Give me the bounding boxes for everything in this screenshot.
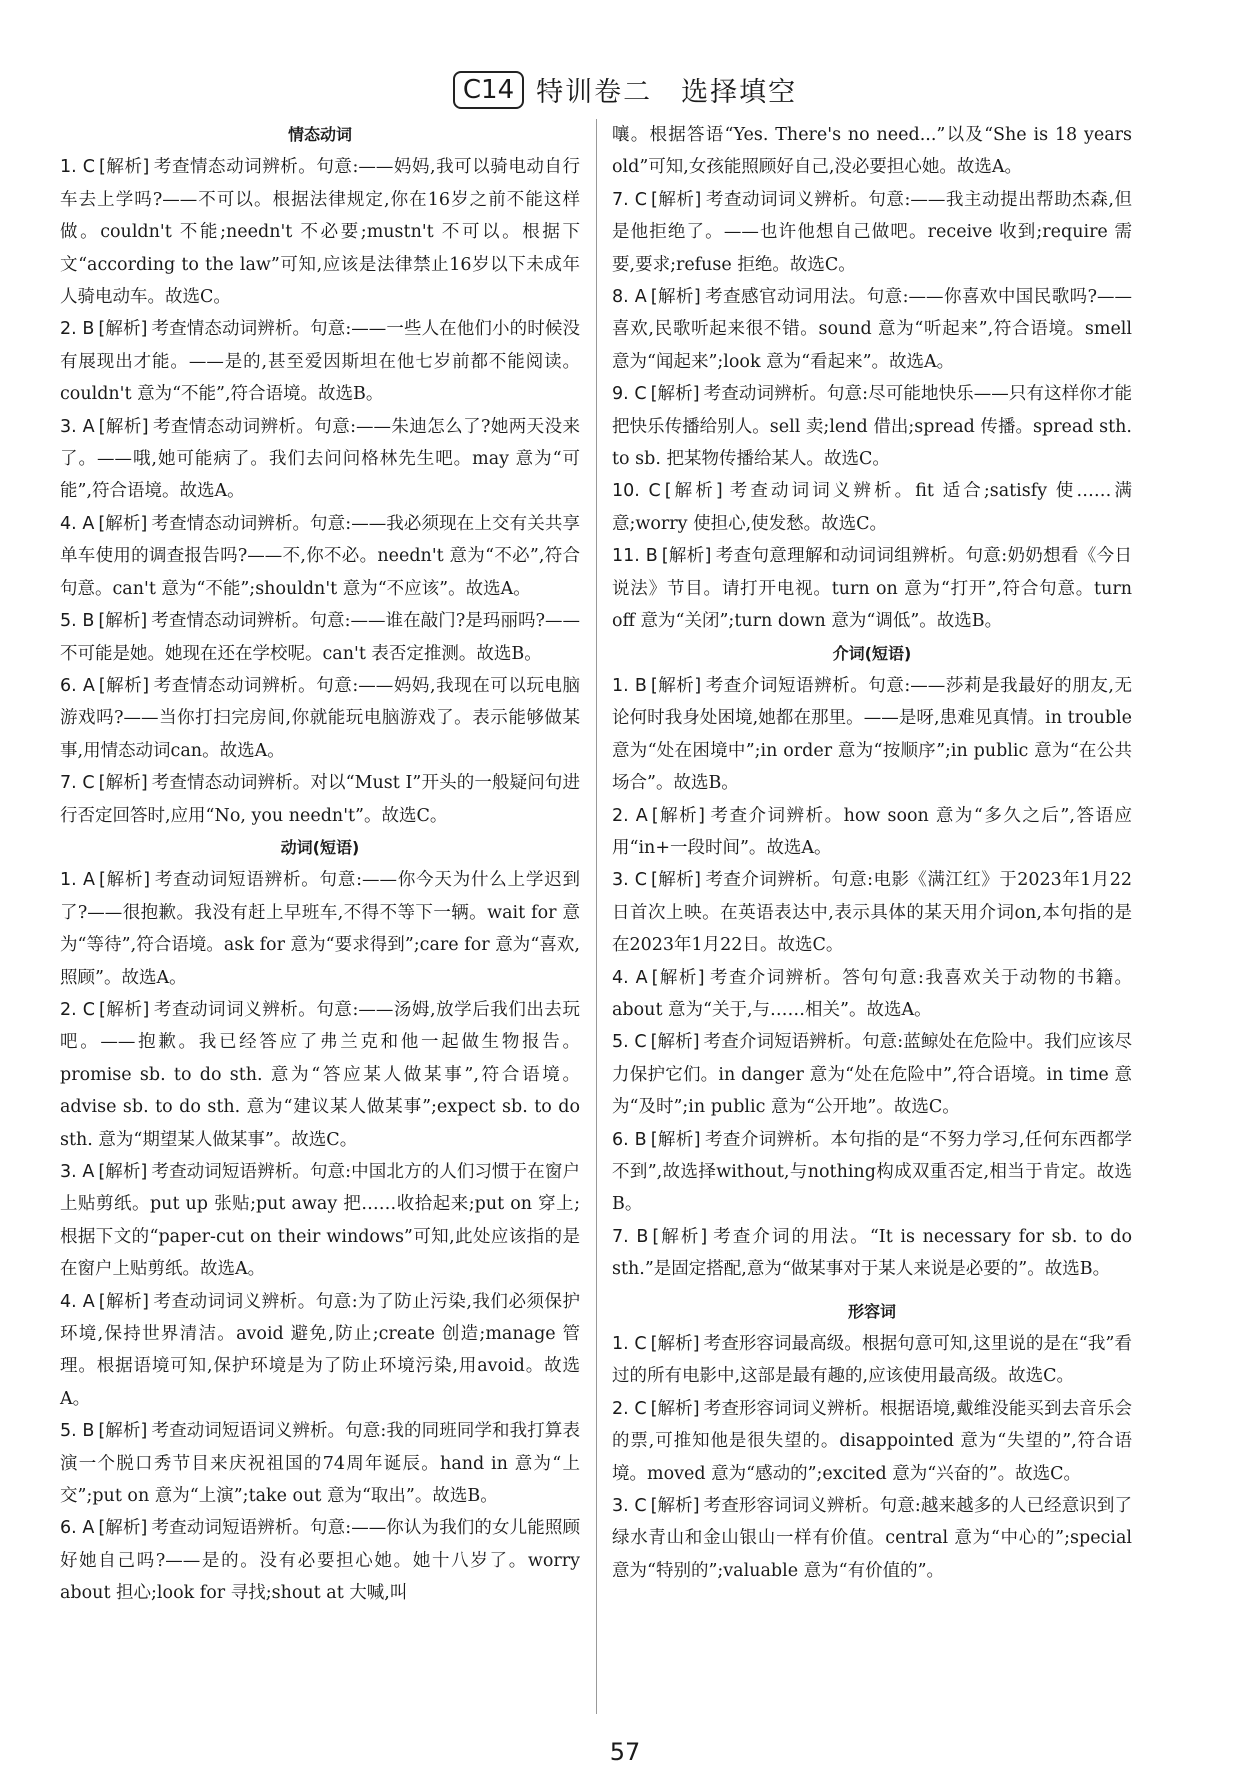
analysis-text: 考查情态动词辨析。句意:——妈妈,我可以骑电动自行车去上学吗?——不可以。根据法律规定,你在16岁之前不能这样做。couldn't 不能;needn't 不必要;mustn't 不可以。根据下文“according to the law”可知,应该是法律禁止16岁以下未成年人骑电动车。故选C。: [60, 157, 580, 308]
answer-number: 5. B: [60, 1421, 95, 1442]
answer-item: [60, 605, 580, 670]
answer-item: [612, 184, 1132, 281]
answer-item: [612, 378, 1132, 475]
analysis-text: 考查动词短语辨析。句意:中国北方的人们习惯于在窗户上贴剪纸。put up 张贴;put away 把……收拾起来;put on 穿上;根据下文的“paper-cut on their windows”可知,此处应该指的是在窗户上贴剪纸。故选A。: [60, 1162, 580, 1280]
answer-item: [612, 800, 1132, 865]
answer-number: 3. C: [612, 870, 647, 891]
answer-number: 2. C: [612, 1398, 647, 1419]
answer-item: [612, 864, 1132, 961]
answer-number: 6. B: [612, 1129, 647, 1150]
analysis-text: 考查形容词词义辨析。句意:越来越多的人已经意识到了绿水青山和金山银山一样有价值。central 意为“中心的”;special 意为“特别的”;valuable 意为“有价值的”。: [612, 1496, 1133, 1581]
section-heading-prepositions: 介词(短语): [832, 643, 912, 663]
left-column: [60, 119, 580, 1610]
page-header: [0, 70, 1250, 109]
answer-number: 7. B: [612, 1226, 649, 1247]
page-number: 57: [609, 1738, 641, 1766]
answer-number: 9. C: [612, 384, 647, 405]
analysis-tag: [解析]: [99, 999, 150, 1020]
analysis-tag: [解析]: [98, 1421, 148, 1442]
answer-item: [612, 962, 1132, 1027]
answer-item: [612, 1490, 1132, 1587]
continued-text: 嚷。根据答语“Yes. There's no need...”以及“She is 18 years old”可知,女孩能照顾好自己,没必要担心她。故选A。: [612, 125, 1132, 178]
analysis-tag: [解析]: [98, 513, 148, 534]
answer-item: [612, 1026, 1132, 1123]
analysis-text: 考查介词的用法。“It is necessary for sb. to do sth.”是固定搭配,意为“做某事对于某人来说是必要的”。故选B。: [612, 1226, 1132, 1280]
analysis-tag: [解析]: [650, 675, 702, 696]
analysis-tag: [解析]: [651, 189, 702, 210]
analysis-text: 考查动词词义辨析。fit 适合;satisfy 使……满意;worry 使担心,使发愁。故选C。: [612, 481, 1132, 534]
answer-item: [612, 1124, 1132, 1221]
analysis-text: 考查动词短语辨析。句意:——你认为我们的女儿能照顾好她自己吗?——是的。没有必要担心她。她十八岁了。worry about 担心;look for 寻找;shout at 大喊,叫: [60, 1518, 580, 1604]
analysis-tag: [解析]: [98, 675, 150, 696]
page-title: 特训卷二 选择填空: [536, 77, 798, 108]
answer-number: 2. A: [612, 805, 648, 826]
section-verbs-continued: [612, 184, 1132, 638]
analysis-tag: [解析]: [99, 157, 150, 178]
section-modal-verbs: [60, 151, 580, 832]
answer-number: 6. A: [60, 1518, 95, 1539]
answer-number: 4. A: [612, 967, 648, 988]
analysis-text: 考查介词短语辨析。句意:蓝鲸处在危险中。我们应该尽力保护它们。in danger 意为“处在危险中”,符合语境。in time 意为“及时”;in public 意为“公开地”。故选C。: [612, 1032, 1133, 1118]
answer-number: 8. A: [612, 287, 647, 308]
section-prepositions: [612, 670, 1132, 1286]
answer-number: 1. A: [60, 870, 96, 891]
analysis-text: 考查情态动词辨析。句意:——我必须现在上交有关共享单车使用的调查报告吗?——不,你不必。needn't 意为“不必”,符合句意。can't 意为“不能”;shouldn't 意为“不应该”。故选A。: [60, 513, 580, 599]
answer-item: [612, 475, 1132, 540]
answer-number: 1. B: [612, 675, 647, 696]
answer-item: [612, 281, 1132, 378]
answer-number: 11. B: [612, 546, 658, 567]
analysis-text: 考查动词短语辨析。句意:——你今天为什么上学迟到了?——很抱歉。我没有赶上早班车,不得不等下一辆。wait for 意为“等待”,符合语境。ask for 意为“要求得到”;care for 意为“喜欢,照顾”。故选A。: [60, 870, 580, 988]
analysis-tag: [解析]: [650, 870, 701, 891]
answer-number: 3. A: [60, 1162, 95, 1182]
analysis-text: 考查句意理解和动词词组辨析。句意:奶奶想看《今日说法》节目。请打开电视。turn on 意为“打开”,符合句意。turn off 意为“关闭”;turn down 意为“调低”。故选B。: [612, 546, 1133, 632]
answer-item: [60, 1286, 580, 1416]
answer-number: 4. A: [60, 513, 95, 534]
analysis-text: 考查情态动词辨析。句意:——妈妈,我现在可以玩电脑游戏吗?——当你打扫完房间,你就能玩电脑游戏了。表示能够做某事,用情态动词can。故选A。: [60, 675, 580, 761]
answer-item: [60, 1512, 580, 1609]
answer-item: [60, 1156, 580, 1286]
analysis-text: 考查情态动词辨析。对以“Must I”开头的一般疑问句进行否定回答时,应用“No, you needn't”。故选C。: [60, 773, 581, 826]
analysis-text: 考查形容词最高级。根据句意可知,这里说的是在“我”看过的所有电影中,这部是最有趣的,应该使用最高级。故选C。: [612, 1334, 1132, 1387]
analysis-text: 考查动词词义辨析。句意:为了防止污染,我们必须保护环境,保持世界清洁。avoid 避免,防止;create 创造;manage 管理。根据语境可知,保护环境是为了防止环境污染,用avoid。故选A。: [60, 1291, 581, 1409]
analysis-tag: [解析]: [650, 1032, 700, 1053]
answer-number: 3. A: [60, 416, 95, 437]
answer-number: 5. B: [60, 611, 95, 632]
answer-item: [60, 508, 580, 605]
answer-item: [60, 151, 580, 313]
answer-item: [612, 540, 1132, 637]
analysis-text: 考查介词辨析。句意:电影《满江红》于2023年1月22日首次上映。在英语表达中,表示具体的某天用介词on,本句指的是在2023年1月22日。故选C。: [612, 870, 1132, 956]
answer-item: [612, 1328, 1132, 1393]
analysis-text: 考查形容词词义辨析。根据语境,戴维没能买到去音乐会的票,可推知他是很失望的。disappointed 意为“失望的”,符合语境。moved 意为“感动的”;excited 意为“兴奋的”。故选C。: [612, 1398, 1132, 1484]
analysis-text: 考查动词词义辨析。句意:——汤姆,放学后我们出去玩吧。——抱歉。我已经答应了弗兰克和他一起做生物报告。promise sb. to do sth. 意为“答应某人做某事”,符合语境。advise sb. to do sth. 意为“建议某人做某事”;expect sb. to do sth. 意为“期望某人做某事”。故选C。: [60, 999, 580, 1150]
analysis-tag: [解析]: [98, 773, 148, 794]
analysis-tag: [解析]: [650, 1334, 700, 1355]
analysis-text: 考查动词短语词义辨析。句意:我的同班同学和我打算表演一个脱口秀节目来庆祝祖国的74周年诞辰。hand in 意为“上交”;put on 意为“上演”;take out 意为“取出”。故选B。: [60, 1421, 580, 1507]
answer-item: [60, 411, 580, 508]
analysis-tag: [解析]: [99, 870, 151, 891]
analysis-tag: [解析]: [98, 1518, 148, 1539]
analysis-tag: [解析]: [98, 1291, 149, 1312]
analysis-tag: [解析]: [98, 319, 148, 340]
analysis-text: 考查情态动词辨析。句意:——朱迪怎么了?她两天没来了。——哦,她可能病了。我们去问问格林先生吧。may 意为“可能”,符合语境。故选A。: [60, 416, 581, 502]
answer-number: 2. B: [60, 319, 95, 340]
analysis-tag: [解析]: [98, 416, 149, 437]
answer-number: 1. C: [60, 157, 96, 178]
answer-item: [60, 864, 580, 994]
section-heading-modal-verbs: 情态动词: [287, 125, 352, 144]
analysis-tag: [解析]: [650, 1398, 700, 1419]
analysis-text: 考查动词词义辨析。句意:——我主动提出帮助杰森,但是他拒绝了。——也许他想自己做吧。receive 收到;require 需要,要求;refuse 拒绝。故选C。: [612, 189, 1132, 275]
analysis-tag: [解析]: [651, 805, 705, 826]
answer-number: 10. C: [612, 481, 661, 502]
answer-item: [60, 670, 580, 767]
answer-number: 7. C: [60, 773, 95, 794]
analysis-tag: [解析]: [650, 384, 700, 405]
answer-item: [60, 767, 580, 832]
answer-number: 1. C: [612, 1334, 647, 1355]
section-adjectives: [612, 1328, 1132, 1587]
analysis-text: 考查介词辨析。how soon 意为“多久之后”,答语应用“in+一段时间”。故选A。: [612, 805, 1132, 858]
answer-number: 4. A: [60, 1291, 95, 1312]
section-verbs: [60, 864, 580, 1609]
analysis-tag: [解析]: [661, 546, 712, 567]
answer-item: [612, 670, 1132, 800]
answer-item: [60, 994, 580, 1156]
unit-code-badge: C14: [453, 71, 524, 109]
analysis-tag: [解析]: [652, 1226, 708, 1247]
analysis-tag: [解析]: [651, 967, 705, 988]
answer-item: [60, 1415, 580, 1512]
answer-number: 3. C: [612, 1496, 647, 1517]
column-divider: [596, 119, 597, 1714]
section-heading-adjectives: 形容词: [847, 1301, 896, 1321]
answer-item: [612, 1393, 1132, 1490]
analysis-text: 考查情态动词辨析。句意:——谁在敲门?是玛丽吗?——不可能是她。她现在还在学校呢。can't 表否定推测。故选B。: [60, 611, 580, 664]
analysis-tag: [解析]: [98, 611, 148, 632]
analysis-text: 考查介词短语辨析。句意:——莎莉是我最好的朋友,无论何时我身处困境,她都在那里。——是呀,患难见真情。in trouble 意为“处在困境中”;in order 意为“按顺序”;in public 意为“在公共场合”。故选B。: [612, 675, 1132, 794]
answer-number: 2. C: [60, 999, 96, 1020]
analysis-text: 考查感官动词用法。句意:——你喜欢中国民歌吗?——喜欢,民歌听起来很不错。sound 意为“听起来”,符合语境。smell 意为“闻起来”;look 意为“看起来”。故选A。: [612, 287, 1132, 372]
analysis-tag: [解析]: [98, 1162, 148, 1182]
analysis-tag: [解析]: [650, 1496, 700, 1517]
right-column: [612, 119, 1132, 1587]
answer-number: 7. C: [612, 189, 648, 210]
answer-number: 5. C: [612, 1032, 647, 1053]
answer-number: 6. A: [60, 675, 95, 696]
section-heading-verbs: 动词(短语): [280, 837, 360, 857]
analysis-text: 考查介词辨析。本句指的是“不努力学习,任何东西都学不到”,故选择without,与nothing构成双重否定,相当于肯定。故选B。: [612, 1129, 1132, 1215]
answer-item: [612, 1221, 1132, 1286]
analysis-text: 考查情态动词辨析。句意:——一些人在他们小的时候没有展现出才能。——是的,甚至爱因斯坦在他七岁前都不能阅读。couldn't 意为“不能”,符合语境。故选B。: [60, 319, 581, 405]
answer-item: [60, 313, 580, 410]
analysis-text: 考查动词辨析。句意:尽可能地快乐——只有这样你才能把快乐传播给别人。sell 卖;lend 借出;spread 传播。spread sth. to sb. 把某物传播给某人。故选C。: [612, 384, 1133, 470]
analysis-tag: [解析]: [650, 287, 701, 308]
analysis-tag: [解析]: [664, 481, 723, 502]
analysis-text: 考查介词辨析。答句句意:我喜欢关于动物的书籍。about 意为“关于,与……相关”。故选A。: [612, 967, 1133, 1020]
analysis-tag: [解析]: [650, 1129, 701, 1150]
